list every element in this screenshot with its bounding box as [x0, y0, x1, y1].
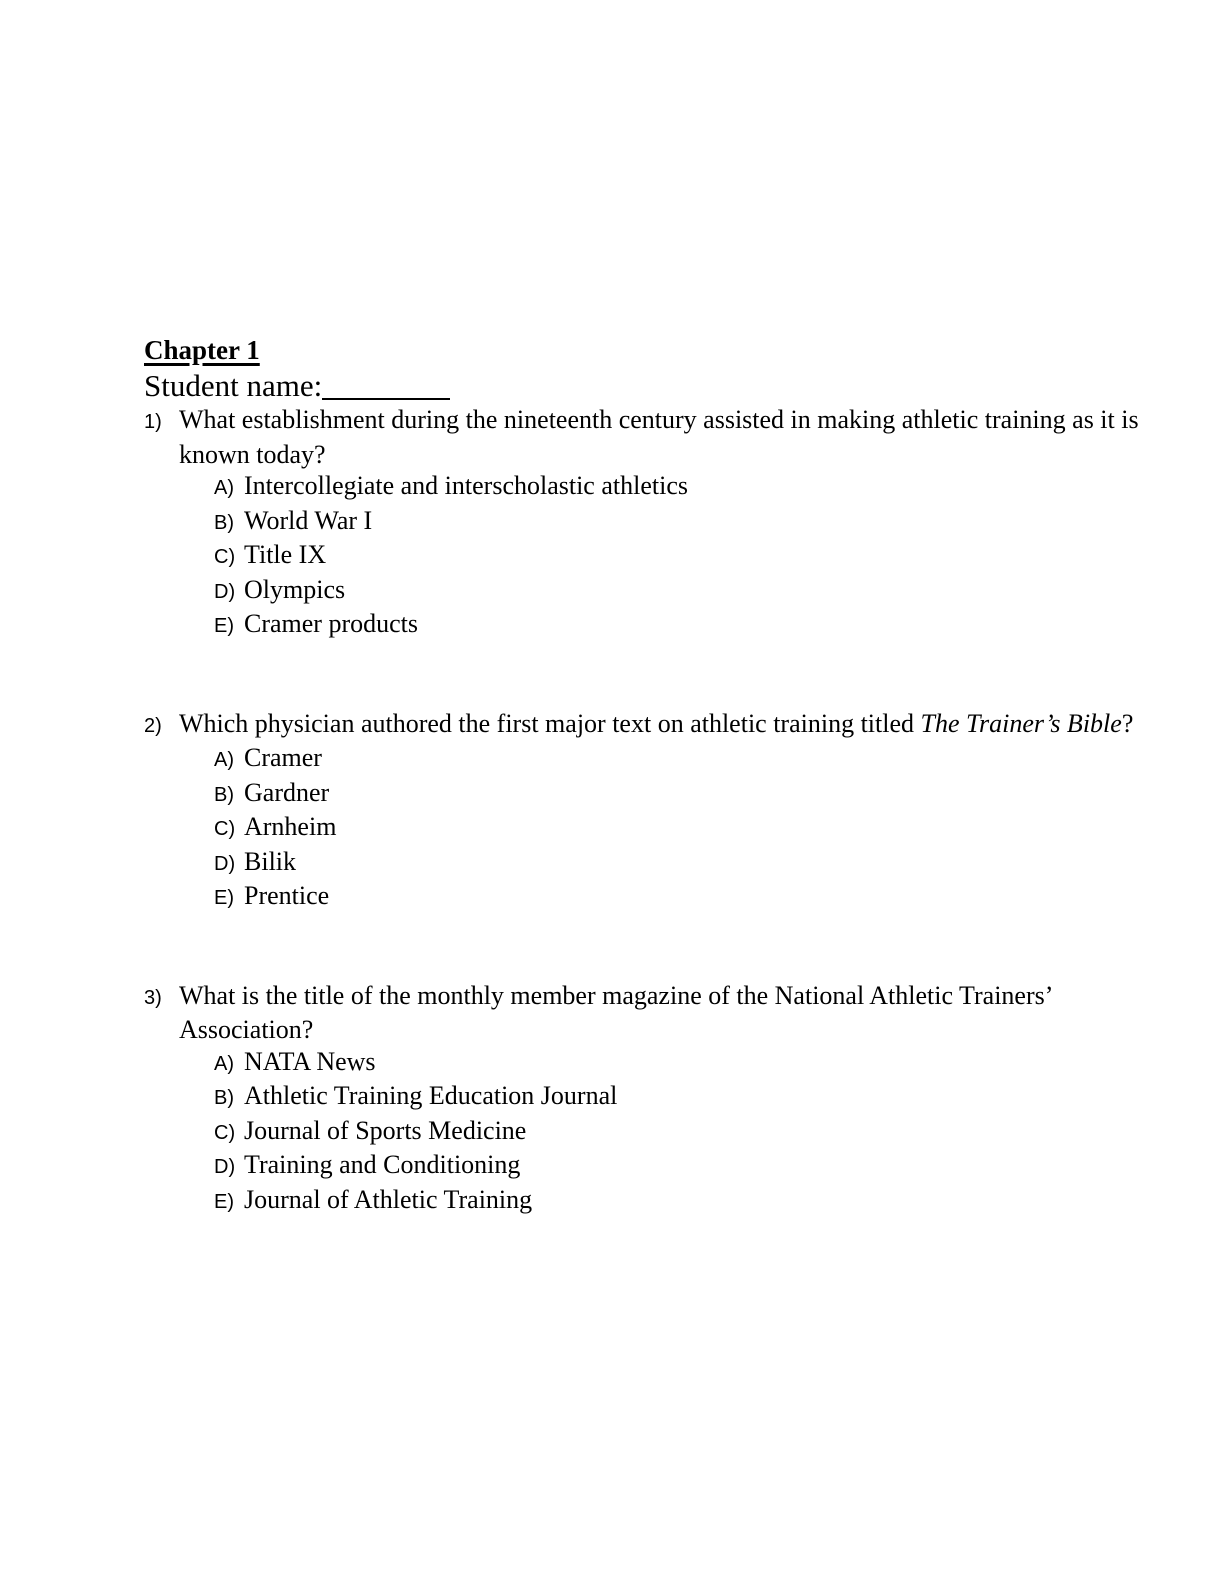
option-letter: D)	[214, 1156, 236, 1178]
question-2-number: 2)	[144, 714, 162, 737]
option-row	[144, 505, 1084, 540]
option-text: Prentice	[244, 881, 330, 910]
question-list	[144, 404, 1139, 1218]
option-letter: A)	[214, 1052, 234, 1075]
option-letter: C)	[214, 1121, 236, 1144]
option-text: Cramer products	[244, 609, 419, 638]
option-row	[144, 846, 1084, 881]
option-letter: D)	[214, 580, 236, 603]
option-row	[144, 777, 1084, 812]
option-text: Olympics	[244, 574, 346, 604]
question-3-line-2	[144, 1014, 1084, 1046]
question-1-options	[144, 470, 1084, 643]
option-letter: B)	[214, 511, 234, 534]
question-3-line-1	[144, 980, 1084, 1015]
option-row	[144, 880, 1084, 915]
option-row	[144, 1149, 1084, 1184]
question-2-line-1	[144, 708, 1134, 743]
chapter-heading-text: Chapter 1	[144, 335, 260, 365]
question-2-text-end: ?	[1121, 708, 1134, 738]
option-row	[144, 1080, 1084, 1115]
option-text: Journal of Athletic Training	[244, 1184, 533, 1214]
question-1-line-2	[144, 439, 1084, 471]
student-name-label: Student name:	[144, 368, 323, 403]
question-3-text-cont: Association?	[179, 1015, 314, 1044]
question-1-number: 1)	[144, 411, 162, 433]
option-letter: E)	[214, 615, 234, 637]
document-content	[144, 334, 1139, 1283]
option-text: Cramer	[244, 743, 322, 772]
question-1-text-cont: known today?	[179, 439, 326, 469]
question-3-options	[144, 1046, 1084, 1219]
option-letter: B)	[214, 1087, 234, 1109]
option-row	[144, 608, 1084, 643]
option-row	[144, 1184, 1084, 1219]
student-name-blank	[322, 367, 450, 400]
option-text: Journal of Sports Medicine	[244, 1115, 527, 1145]
option-row	[144, 1046, 1084, 1081]
question-2-options	[144, 742, 1084, 915]
option-letter: C)	[214, 818, 236, 840]
option-text: Athletic Training Education Journal	[244, 1081, 618, 1110]
option-text: NATA News	[244, 1046, 376, 1076]
option-text: Title IX	[244, 540, 327, 569]
question-1-text: What establishment during the nineteenth century assisted in making athletic training as it is	[179, 405, 1139, 434]
option-row	[144, 811, 1084, 846]
question-1-line-1	[144, 404, 1139, 439]
option-row	[144, 742, 1084, 777]
question-2-text: Which physician authored the first major text on athletic training titled	[179, 708, 921, 738]
option-letter: D)	[214, 852, 236, 875]
option-text: Gardner	[244, 777, 330, 807]
option-text: Arnheim	[244, 812, 337, 841]
question-2	[144, 708, 1134, 915]
option-text: World War I	[244, 505, 373, 535]
option-text: Training and Conditioning	[244, 1150, 521, 1179]
chapter-heading	[144, 334, 1084, 367]
option-letter: B)	[214, 783, 234, 806]
option-text: Bilik	[244, 846, 297, 876]
question-3-number: 3)	[144, 986, 162, 1009]
option-letter: C)	[214, 546, 236, 568]
option-row	[144, 539, 1084, 574]
option-letter: A)	[214, 749, 234, 771]
book-title: The Trainer’s Bible	[920, 708, 1122, 738]
question-3	[144, 980, 1084, 1219]
option-text: Intercollegiate and interscholastic athletics	[244, 471, 688, 500]
question-1	[144, 404, 1139, 643]
option-row	[144, 574, 1084, 609]
option-letter: E)	[214, 887, 234, 909]
option-row	[144, 470, 1084, 505]
option-row	[144, 1115, 1084, 1150]
question-3-text: What is the title of the monthly member magazine of the National Athletic Trainers’	[179, 980, 1054, 1010]
student-name-line	[144, 367, 1084, 402]
option-letter: A)	[214, 477, 234, 499]
option-letter: E)	[214, 1190, 234, 1213]
